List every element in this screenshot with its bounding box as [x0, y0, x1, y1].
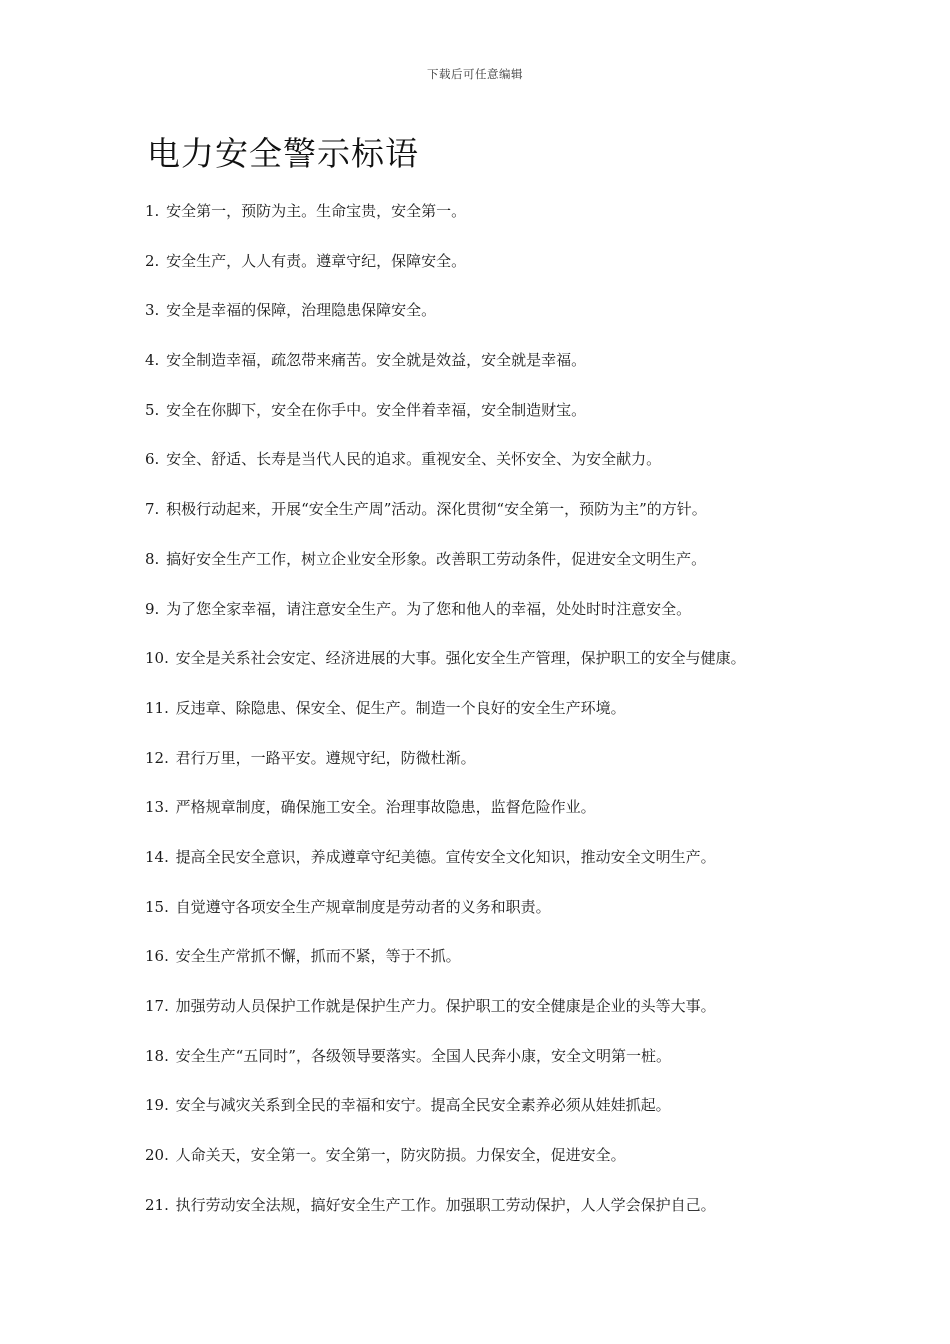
slogan-item	[145, 646, 746, 696]
slogan-number: 4.	[145, 351, 160, 370]
slogan-number: 15.	[145, 897, 169, 916]
slogan-item	[145, 696, 746, 746]
slogan-item	[145, 298, 746, 348]
slogan-number: 8.	[145, 549, 160, 568]
slogan-text: 自觉遵守各项安全生产规章制度是劳动者的义务和职责。	[175, 897, 551, 916]
slogan-item	[145, 1143, 746, 1193]
slogan-text: 安全、舒适、长寿是当代人民的追求。重视安全、关怀安全、为安全献力。	[166, 450, 662, 469]
slogan-text: 人命关天，安全第一。安全第一，防灾防损。力保安全，促进安全。	[175, 1146, 626, 1165]
slogan-item	[145, 994, 746, 1044]
slogan-text: 加强劳动人员保护工作就是保护生产力。保护职工的安全健康是企业的头等大事。	[175, 997, 716, 1015]
slogan-text: 提高全民安全意识，养成遵章守纪美德。宣传安全文化知识，推动安全文明生产。	[175, 847, 716, 866]
slogan-item	[145, 249, 746, 299]
slogan-number: 3.	[145, 301, 160, 320]
slogan-text: 积极行动起来，开展“安全生产周”活动。深化贯彻“安全第一，预防为主”的方针。	[166, 500, 707, 519]
slogan-text: 反违章、除隐患、保安全、促生产。制造一个良好的安全生产环境。	[175, 698, 626, 717]
slogan-number: 7.	[145, 500, 160, 519]
slogan-text: 执行劳动安全法规，搞好安全生产工作。加强职工劳动保护，人人学会保护自己。	[175, 1195, 716, 1214]
slogan-number: 1.	[145, 202, 160, 220]
slogan-item	[145, 547, 746, 597]
document-title: 电力安全警示标语	[147, 134, 419, 173]
slogan-item	[145, 597, 746, 647]
slogan-text: 搞好安全生产工作，树立企业安全形象。改善职工劳动条件，促进安全文明生产。	[166, 549, 707, 568]
slogan-text: 安全是幸福的保障，治理隐患保障安全。	[166, 301, 437, 320]
slogan-number: 21.	[145, 1195, 169, 1214]
slogan-item	[145, 944, 746, 994]
slogan-text: 安全在你脚下，安全在你手中。安全伴着幸福，安全制造财宝。	[166, 400, 587, 419]
slogan-number: 11.	[145, 698, 169, 717]
slogan-number: 5.	[145, 400, 160, 419]
slogan-text: 安全生产常抓不懈，抓而不紧，等于不抓。	[175, 947, 461, 966]
slogan-item	[145, 348, 746, 398]
slogan-text: 安全生产“五同时”，各级领导要落实。全国人民奔小康，安全文明第一桩。	[175, 1046, 671, 1065]
slogan-text: 君行万里，一路平安。遵规守纪，防微杜渐。	[175, 748, 476, 767]
slogan-number: 13.	[145, 798, 169, 817]
slogan-item	[145, 1193, 746, 1243]
slogan-text: 为了您全家幸福，请注意安全生产。为了您和他人的幸福，处处时时注意安全。	[166, 599, 692, 618]
slogan-item	[145, 845, 746, 895]
slogan-item	[145, 1093, 746, 1143]
slogan-number: 16.	[145, 947, 169, 966]
slogan-item	[145, 795, 746, 845]
slogan-item	[145, 199, 746, 249]
slogan-item	[145, 1044, 746, 1094]
slogan-text: 安全第一，预防为主。生命宝贵，安全第一。	[166, 202, 467, 220]
slogan-item	[145, 398, 746, 448]
slogan-text: 安全生产，人人有责。遵章守纪，保障安全。	[166, 251, 467, 270]
slogan-number: 12.	[145, 748, 169, 767]
slogan-text: 安全制造幸福，疏忽带来痛苦。安全就是效益，安全就是幸福。	[166, 351, 587, 370]
slogan-text: 安全是关系社会安定、经济进展的大事。强化安全生产管理，保护职工的安全与健康。	[175, 649, 746, 668]
slogan-item	[145, 895, 746, 945]
slogan-number: 2.	[145, 251, 160, 270]
slogan-number: 14.	[145, 847, 169, 866]
slogan-text: 严格规章制度，确保施工安全。治理事故隐患，监督危险作业。	[175, 798, 596, 817]
slogan-text: 安全与减灾关系到全民的幸福和安宁。提高全民安全素养必须从娃娃抓起。	[175, 1096, 671, 1115]
slogan-item	[145, 746, 746, 796]
slogan-number: 19.	[145, 1096, 169, 1115]
slogan-item	[145, 497, 746, 547]
slogan-item	[145, 447, 746, 497]
slogan-number: 20.	[145, 1146, 169, 1165]
page-header: 下载后可任意编辑	[427, 67, 523, 81]
slogan-list	[145, 199, 746, 1242]
slogan-number: 17.	[145, 997, 169, 1015]
slogan-number: 10.	[145, 649, 169, 668]
slogan-number: 6.	[145, 450, 160, 469]
slogan-number: 9.	[145, 599, 160, 618]
slogan-number: 18.	[145, 1046, 169, 1065]
